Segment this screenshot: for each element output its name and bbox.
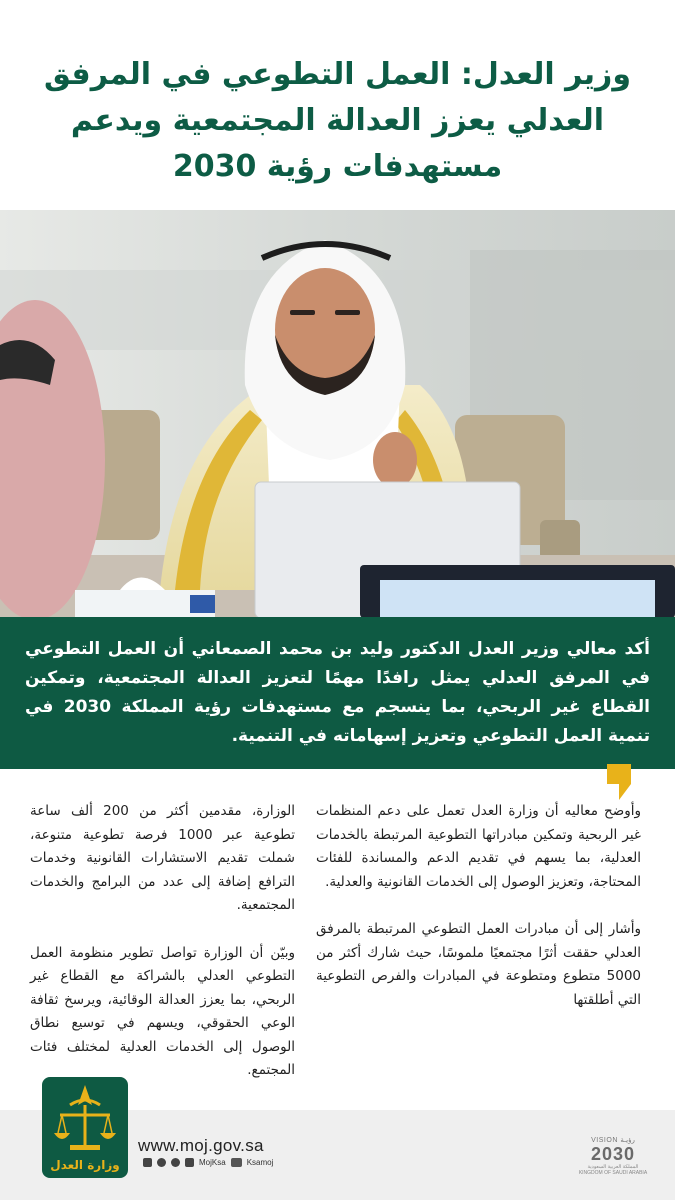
minister-photo-illustration [0, 210, 675, 618]
social-handle-1[interactable]: MojKsa [199, 1158, 226, 1167]
social-links [143, 1158, 273, 1167]
body-paragraph-1: وأوضح معاليه أن وزارة العدل تعمل على دعم المنظمات غير الربحية وتمكين مبادراتها التطوعية المرتبطة بالخدمات العدلية، بما يسهم في تقديم الدعم والمساندة للفئات المحتاجة، وتعزيز الوصول إلى الخدمات القانونية والعدلية. [316, 803, 641, 890]
body-paragraph-2: وأشار إلى أن مبادرات العمل التطوعي المرتبطة بالمرفق العدلي حققت أثرًا مجتمعيًا ملموسًا، حيث شارك أكثر من 5000 متطوع ومتطوعة في المبادرات والفرص التطوعية التي أطلقتها [316, 921, 641, 1008]
vision-year: 2030 [590, 1144, 636, 1164]
tiktok-icon[interactable] [185, 1158, 194, 1167]
body-paragraph-4: وبيّن أن الوزارة تواصل تطوير منظومة العمل التطوعي العدلي بالشراكة مع القطاع غير الربحي، بما يعزز العدالة الوقائية، ويرسخ ثقافة الوعي الحقوقي، ويسهم في توسيع نطاق الوصول إلى الخدمات العدلية لمختلف فئات المجتمع. [30, 944, 295, 1078]
vision-label: VISION رؤيـة [591, 1137, 635, 1144]
logo-text: وزارة العدل [50, 1158, 120, 1172]
vision-kingdom: المملكة العربية السعودية KINGDOM OF SAUDI ARABIA [578, 1164, 648, 1176]
website-link[interactable]: www.moj.gov.sa [138, 1136, 264, 1155]
x-icon[interactable] [143, 1158, 152, 1167]
body-column-left [30, 800, 295, 1083]
headline-line-2: العدلي يعزز العدالة المجتمعية ويدعم [70, 103, 605, 138]
headline-line-1: وزير العدل: العمل التطوعي في المرفق [44, 57, 631, 92]
youtube-icon[interactable] [231, 1158, 242, 1167]
quote-icon [605, 762, 633, 802]
headline-line-3: مستهدفات رؤية 2030 [172, 149, 503, 184]
instagram-icon[interactable] [157, 1158, 166, 1167]
body-paragraph-3: الوزارة، مقدمين أكثر من 200 ألف ساعة تطوعية عبر 1000 فرصة تطوعية متنوعة، شملت تقديم الاستشارات القانونية وخدمات الترافع إضافة إلى عدد من البرامج والخدمات المجتمعية. [30, 803, 295, 913]
minister-photo [0, 210, 675, 618]
lead-paragraph-band [0, 617, 675, 769]
body-column-right [316, 800, 641, 1012]
social-handle-2[interactable]: Ksamoj [246, 1158, 274, 1167]
headline [20, 52, 655, 190]
lead-paragraph: أكد معالي وزير العدل الدكتور وليد بن محمد الصمعاني أن العمل التطوعي في المرفق العدلي يمثل رافدًا مهمًا لتعزيز العدالة المجتمعية، وتمكين القطاع غير الربحي، بما ينسجم مع مستهدفات رؤية المملكة 2030 في تنمية العمل التطوعي وتعزيز إسهاماته في التنمية. [25, 639, 650, 746]
moj-emblem-icon [40, 1075, 130, 1180]
vision-2030-logo [578, 1136, 648, 1176]
snapchat-icon[interactable] [171, 1158, 180, 1167]
